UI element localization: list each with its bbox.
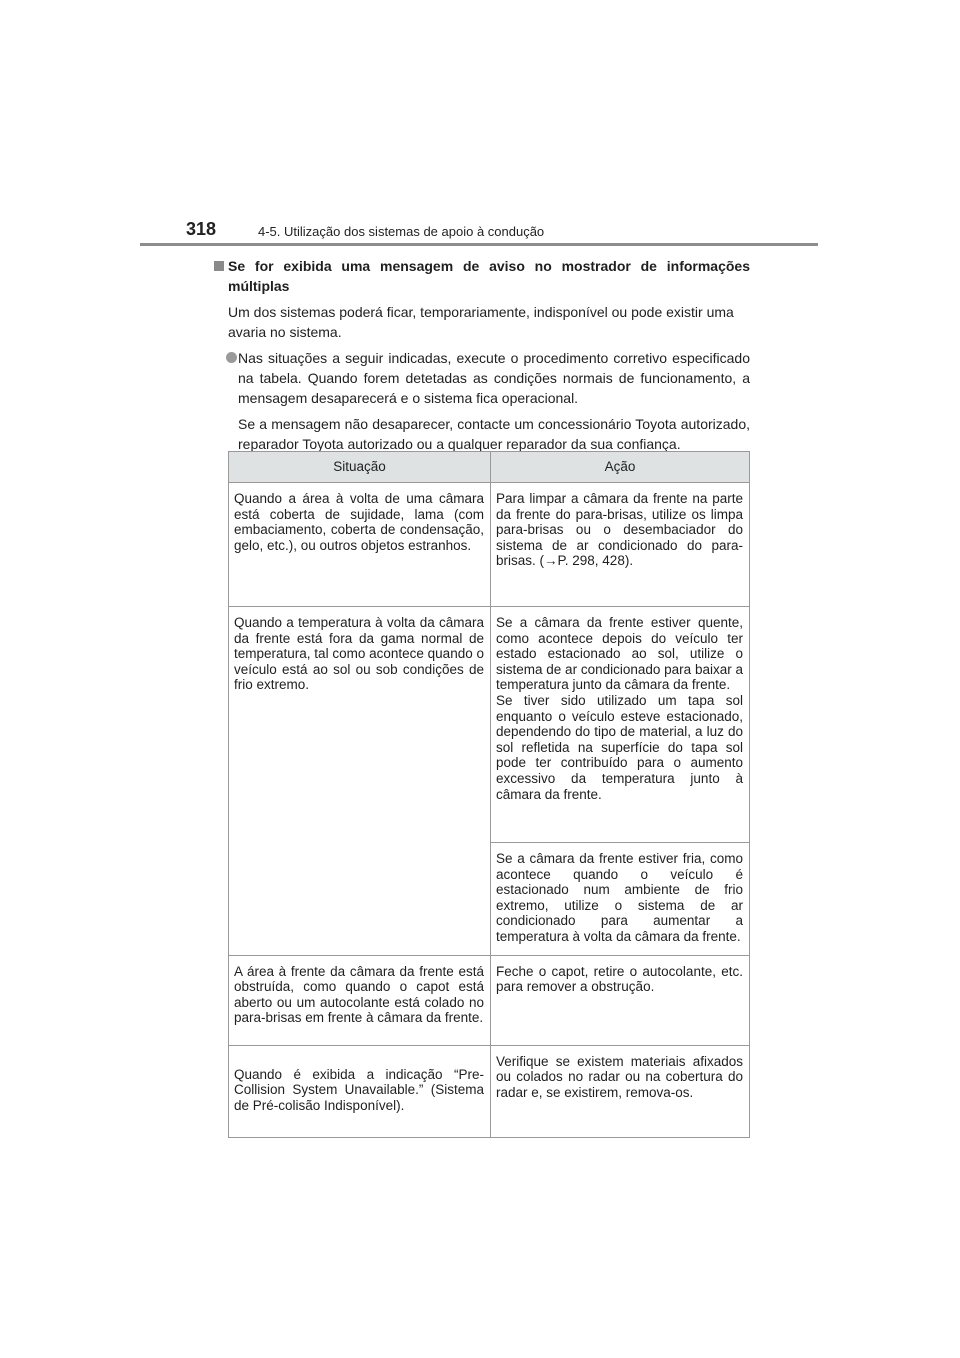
action-cell: Se a câmara da frente estiver fria, como acontece quando o veículo é estacionado num ambiente de frio extremo, utilize o sistema de ar condicionado para aumentar a temperatura à volta da câmara da frente.	[491, 843, 750, 956]
action-cell: Verifique se existem materiais afixados ou colados no radar ou na cobertura do radar e, se existirem, remova-os.	[491, 1045, 750, 1137]
table-row	[229, 955, 750, 1045]
warning-heading-text: Se for exibida uma mensagem de aviso no mostrador de informações múltiplas	[228, 258, 750, 294]
table-row	[229, 607, 750, 843]
round-bullet-icon	[226, 352, 237, 363]
content-body	[228, 256, 750, 454]
situation-action-table	[228, 451, 750, 1138]
action-cell: Para limpar a câmara da frente na parte da frente do para-brisas, utilize os limpa para-brisas ou o desembaciador do sistema de ar condicionado do para-brisas. (→P. 298, 428).	[491, 483, 750, 607]
situation-cell: A área à frente da câmara da frente está obstruída, como quando o capot está aberto ou um autocolante está colado no para-brisas em frente à câmara da frente.	[229, 955, 491, 1045]
square-bullet-icon	[214, 261, 224, 271]
header-rule	[140, 243, 818, 246]
situation-cell	[229, 607, 491, 956]
page-number: 318	[186, 219, 217, 239]
table-row	[229, 1045, 750, 1137]
action-text-extra: Se tiver sido utilizado um tapa sol enquanto o veículo esteve estacionado, dependendo do tipo de material, a luz do sol refletida na superfície do tapa sol pode ter contribuído para o aumento excessivo da temperatura junto à câmara da frente.	[496, 692, 743, 802]
header-action: Ação	[491, 452, 750, 483]
bullet-text: Nas situações a seguir indicadas, execute o procedimento corretivo especificado na tabela. Quando forem detetadas as condições normais de funcionamento, a mensagem desaparecerá e o sistema fica operacional.	[238, 350, 750, 406]
warning-heading	[228, 256, 750, 296]
situation-cell: Quando a área à volta de uma câmara está coberta de sujidade, lama (com embaciamento, coberta de condensação, gelo, etc.), ou outros objetos estranhos.	[229, 483, 491, 607]
header-situation: Situação	[229, 452, 491, 483]
situation-text: Quando a temperatura à volta da câmara da frente está fora da gama normal de temperatura, tal como acontece quando o veículo está ao sol ou sob condições de frio extremo.	[234, 615, 484, 693]
bullet-item	[228, 348, 750, 454]
action-cell: Feche o capot, retire o autocolante, etc. para remover a obstrução.	[491, 955, 750, 1045]
table-row	[229, 483, 750, 607]
section-title: 4-5. Utilização dos sistemas de apoio à condução	[258, 224, 545, 239]
table-header-row	[229, 452, 750, 483]
intro-paragraph: Um dos sistemas poderá ficar, temporariamente, indisponível ou pode existir uma avaria no sistema.	[228, 304, 734, 340]
action-cell	[491, 607, 750, 843]
action-text: Se a câmara da frente estiver quente, como acontece depois do veículo ter estado estacionado ao sol, utilize o sistema de ar condicionado para baixar a temperatura junto da câmara da frente.	[496, 615, 743, 693]
situation-cell: Quando é exibida a indicação “Pre-Collision System Unavailable.” (Sistema de Pré-colisão Indisponível).	[229, 1045, 491, 1137]
bullet-note: Se a mensagem não desaparecer, contacte um concessionário Toyota autorizado, reparador Toyota autorizado ou a qualquer reparador da sua confiança.	[238, 416, 750, 452]
